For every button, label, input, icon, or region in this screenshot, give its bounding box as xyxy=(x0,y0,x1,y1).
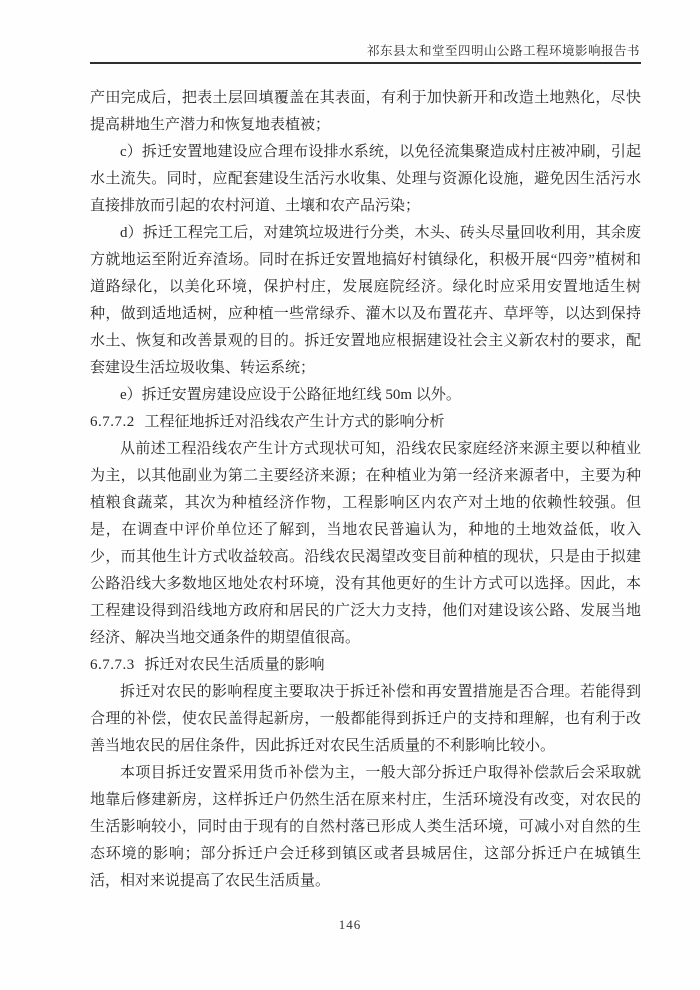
paragraph-continuation: 产田完成后，把表土层回填覆盖在其表面，有利于加快新开和改造土地熟化，尽快提高耕地生产潜力和恢复地表植被； xyxy=(90,90,641,133)
section-heading-6772 xyxy=(90,409,641,436)
paragraph-livelihood-analysis: 从前述工程沿线农产生计方式现状可知，沿线农民家庭经济来源主要以种植业为主，以其他副业为第二主要经济来源；在种植业为第一经济来源者中，主要为种植粮食蔬菜，其次为种植经济作物，工程影响区内农产对土地的依赖性较强。但是，在调查中评价单位还了解到，当地农民普遍认为，种地的土地效益低，收入少，而其他生计方式收益较高。沿线农民渴望改变目前种植的现状，只是由于拟建公路沿线大多数地区地处农村环境，没有其他更好的生计方式可以选择。因此，本工程建设得到沿线地方政府和居民的广泛大力支持，他们对建设该公路、发展当地经济、解决当地交通条件的期望值很高。 xyxy=(90,441,641,646)
header-rule xyxy=(90,62,641,64)
page-number: 146 xyxy=(338,917,362,932)
paragraph-quality-of-life-2: 本项目拆迁安置采用货币补偿为主，一般大部分拆迁户取得补偿款后会采取就地靠后修建新房，这样拆迁户仍然生活在原来村庄，生活环境没有改变，对农民的生活影响较小，同时由于现有的自然村落已形成人类生活环境，可减小对自然的生态环境的影响；部分拆迁户会迁移到镇区或者县城居住，这部分拆迁户在城镇生活，相对来说提高了农民生活质量。 xyxy=(90,765,641,889)
paragraph-item-e: e）拆迁安置房建设应设于公路征地红线 50m 以外。 xyxy=(120,387,461,403)
section-heading-6773 xyxy=(90,652,641,679)
section-title: 工程征地拆迁对沿线农产生计方式的影响分析 xyxy=(144,414,445,430)
section-number: 6.7.7.2 xyxy=(90,414,135,430)
document-body xyxy=(90,85,641,895)
section-number: 6.7.7.3 xyxy=(90,657,135,673)
section-title: 拆迁对农民生活质量的影响 xyxy=(144,657,325,673)
running-header: 祁东县太和堂至四明山公路工程环境影响报告书 xyxy=(366,44,640,58)
paragraph-quality-of-life-1: 拆迁对农民的影响程度主要取决于拆迁补偿和再安置措施是否合理。若能得到合理的补偿，使农民盖得起新房，一般都能得到拆迁户的支持和理解，也有利于改善当地农民的居住条件，因此拆迁对农民生活质量的不利影响比较小。 xyxy=(90,684,641,754)
paragraph-item-c: c）拆迁安置地建设应合理布设排水系统，以免径流集聚造成村庄被冲刷，引起水土流失。同时，应配套建设生活污水收集、处理与资源化设施，避免因生活污水直接排放而引起的农村河道、土壤和农产品污染； xyxy=(90,144,641,214)
paragraph-item-d: d）拆迁工程完工后，对建筑垃圾进行分类，木头、砖头尽量回收利用，其余废方就地运至附近弃渣场。同时在拆迁安置地搞好村镇绿化，积极开展“四旁”植树和道路绿化，以美化环境，保护村庄，发展庭院经济。绿化时应采用安置地适生树种，做到适地适树，应种植一些常绿乔、灌木以及布置花卉、草坪等，以达到保持水土、恢复和改善景观的目的。拆迁安置地应根据建设社会主义新农村的要求，配套建设生活垃圾收集、转运系统； xyxy=(90,225,641,376)
